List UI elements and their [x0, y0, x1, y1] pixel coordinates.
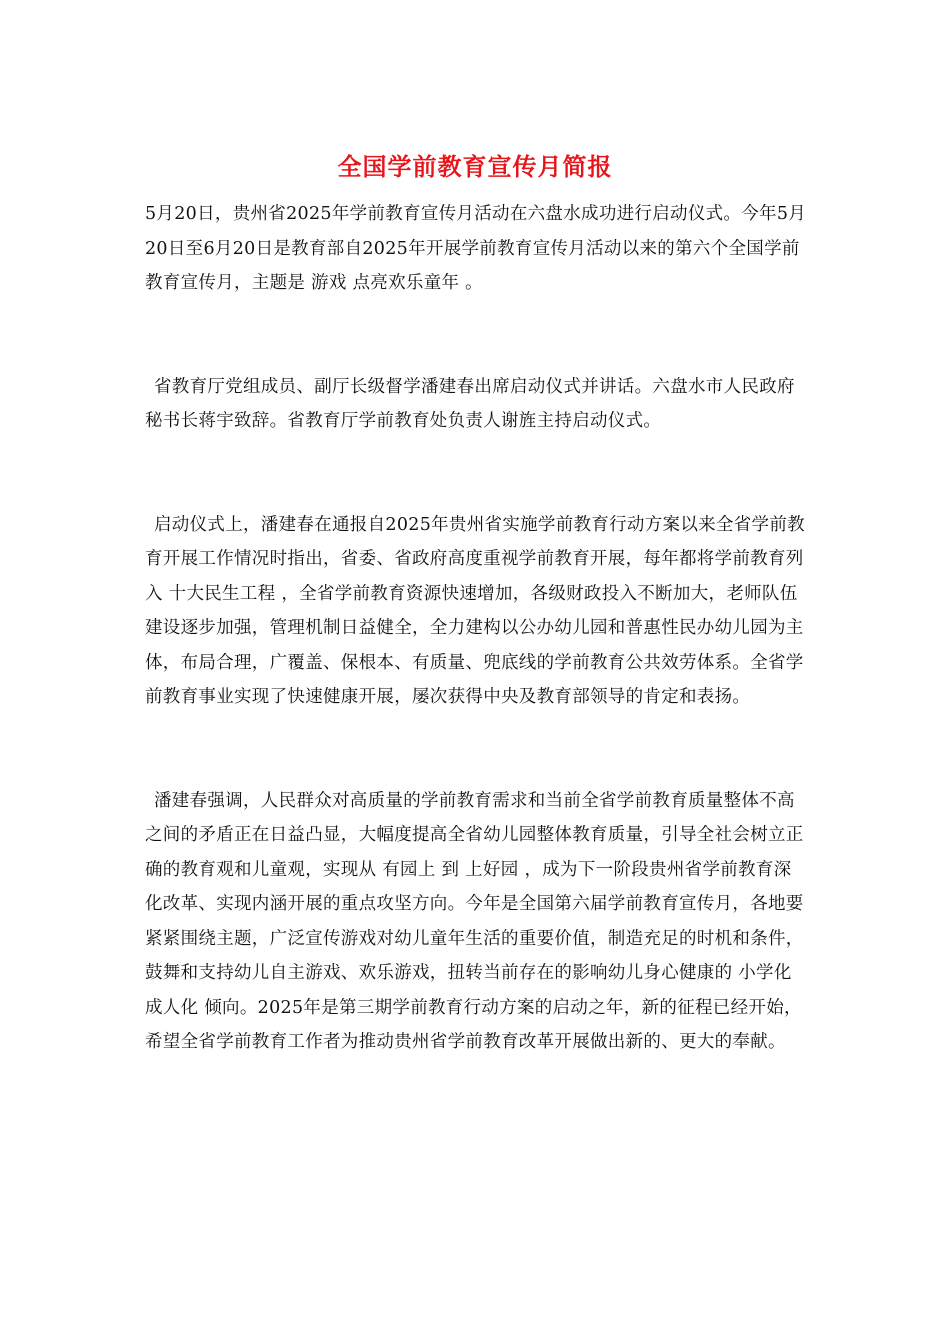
paragraph-2: 省教育厅党组成员、副厅长级督学潘建春出席启动仪式并讲话。六盘水市人民政府秘书长蒋宇致辞。省教育厅学前教育处负责人谢旌主持启动仪式。	[145, 376, 795, 431]
paragraph-gap	[145, 301, 807, 370]
paragraph-4: 潘建春强调，人民群众对高质量的学前教育需求和当前全省学前教育质量整体不高之间的矛盾正在日益凸显，大幅度提高全省幼儿园整体教育质量，引导全社会树立正确的教育观和儿童观，实现从 有园上 到 上好园 ，成为下一阶段贵州省学前教育深化改革、实现内涵开展的重点攻坚方向。今年是全国第六届学前教育宣传月，各地要紧紧围绕主题，广泛宣传游戏对幼儿童年生活的重要价值，制造充足的时机和条件，鼓舞和支持幼儿自主游戏、欢乐游戏，扭转当前存在的影响幼儿身心健康的 小学化 成人化 倾向。2025年是第三期学前教育行动方案的启动之年，新的征程已经开始，希望全省学前教育工作者为推动贵州省学前教育改革开展做出新的、更大的奉献。	[145, 790, 804, 1052]
paragraph-3: 启动仪式上，潘建春在通报自2025年贵州省实施学前教育行动方案以来全省学前教育开展工作情况时指出，省委、省政府高度重视学前教育开展，每年都将学前教育列入 十大民生工程 ，全省学前教育资源快速增加，各级财政投入不断加大，老师队伍建设逐步加强，管理机制日益健全，全力建构以公办幼儿园和普惠性民办幼儿园为主体，布局合理，广覆盖、保根本、有质量、兜底线的学前教育公共效劳体系。全省学前教育事业实现了快速健康开展，屡次获得中央及教育部领导的肯定和表扬。	[145, 514, 805, 707]
document-title: 全国学前教育宣传月简报	[337, 152, 613, 181]
paragraph-gap	[145, 439, 807, 508]
paragraph-1: 5月20日，贵州省2025年学前教育宣传月活动在六盘水成功进行启动仪式。今年5月20日至6月20日是教育部自2025年开展学前教育宣传月活动以来的第六个全国学前教育宣传月，主题是 游戏 点亮欢乐童年 。	[145, 204, 807, 293]
paragraph-gap	[145, 715, 807, 784]
document-body	[145, 197, 807, 1060]
